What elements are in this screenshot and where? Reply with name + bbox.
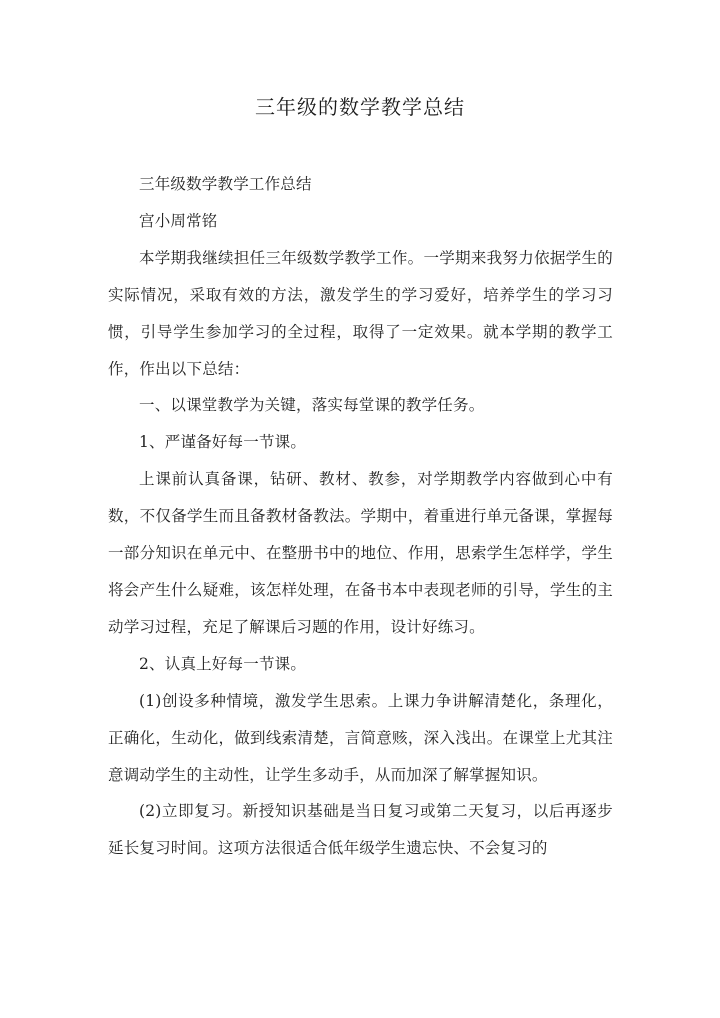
document-title: 三年级的数学教学总结 [255, 95, 465, 119]
author-paragraph: 宫小周常铭 [139, 211, 218, 230]
subsection-heading-1: 1、严谨备好每一节课。 [139, 433, 307, 452]
document-body [108, 166, 613, 867]
section-heading-1: 一、以课堂教学为关键，落实每堂课的教学任务。 [139, 396, 485, 415]
subsection-heading-2: 2、认真上好每一节课。 [139, 654, 307, 673]
intro-paragraph: 本学期我继续担任三年级数学教学工作。一学期来我努力依据学生的实际情况，采取有效的方法，激发学生的学习爱好，培养学生的学习习惯，引导学生参加学习的全过程，取得了一定效果。就本学期的教学工作，作出以下总结： [108, 248, 613, 378]
body-paragraph: 上课前认真备课，钻研、教材、教参，对学期教学内容做到心中有数，不仅备学生而且备教材备教法。学期中，着重进行单元备课，掌握每一部分知识在单元中、在整册书中的地位、作用，思索学生怎样学，学生将会产生什么疑难，该怎样处理，在备书本中表现老师的引导，学生的主动学习过程，充足了解课后习题的作用，设计好练习。 [108, 470, 613, 636]
body-paragraph: (2)立即复习。新授知识基础是当日复习或第二天复习，以后再逐步延长复习时间。这项方法很适合低年级学生遗忘快、不会复习的 [108, 802, 613, 858]
body-paragraph: (1)创设多种情境，激发学生思索。上课力争讲解清楚化，条理化，正确化，生动化，做到线索清楚，言简意赅，深入浅出。在课堂上尤其注意调动学生的主动性，让学生多动手，从而加深了解掌握知识。 [108, 691, 613, 784]
subtitle-paragraph: 三年级数学教学工作总结 [139, 175, 312, 193]
